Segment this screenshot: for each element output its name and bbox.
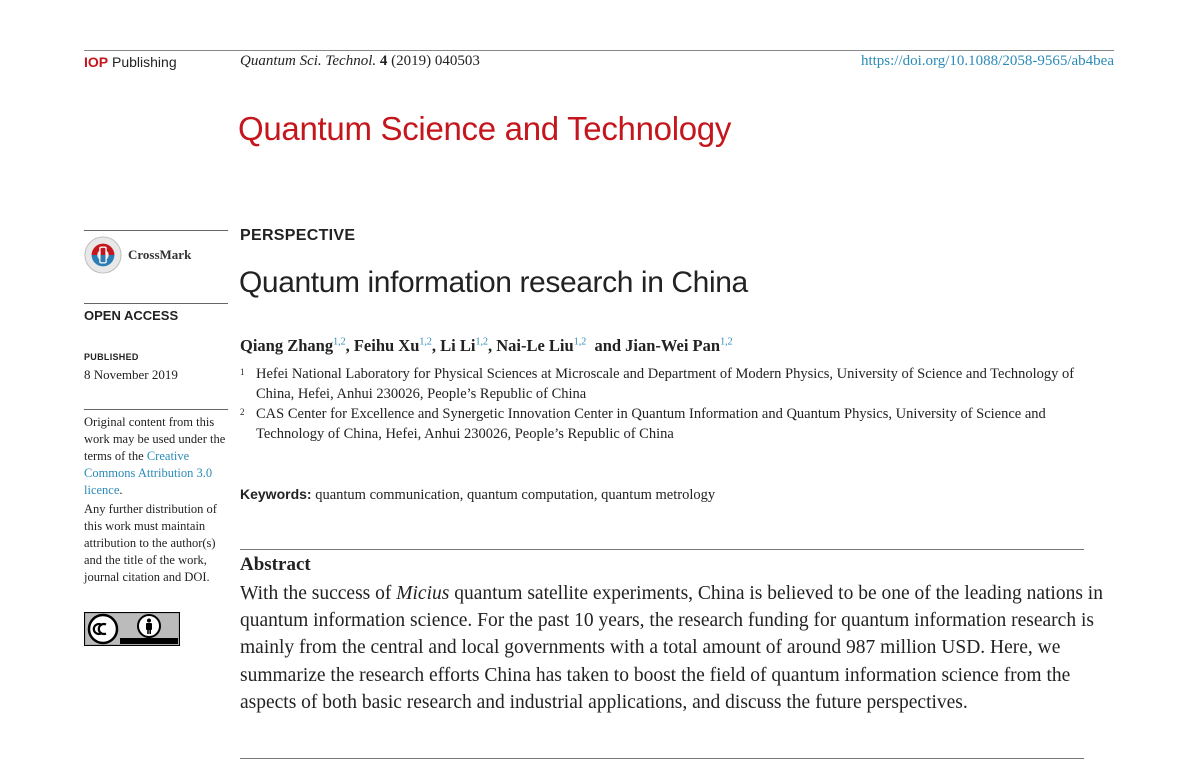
author-name[interactable]: Qiang Zhang: [240, 336, 334, 355]
affiliation-text: CAS Center for Excellence and Synergetic Innovation Center in Quantum Information and Quantum Physics, University of Science and Technology of China, Hefei, Anhui 230026, People’s Republic of China: [256, 406, 1046, 442]
journal-year-article: (2019) 040503: [391, 53, 480, 69]
published-label: PUBLISHED: [84, 352, 139, 362]
crossmark-icon: [84, 236, 122, 274]
affiliation-1: [240, 364, 1110, 404]
author-separator: and: [586, 336, 626, 355]
affiliation-text: Hefei National Laboratory for Physical Sciences at Microscale and Department of Modern Physics, University of Science and Technology of China, Hefei, Anhui 230026, People’s Republic of China: [256, 366, 1075, 402]
article-type: PERSPECTIVE: [240, 227, 356, 244]
publisher-logo[interactable]: [84, 54, 177, 70]
affiliation-2: [240, 404, 1110, 444]
journal-volume: 4: [379, 53, 388, 69]
author-affiliation-ref[interactable]: 1,2: [475, 336, 488, 348]
header-rule: [84, 50, 1114, 51]
license-text: Original content from this work may be used under the terms of the: [84, 415, 226, 463]
author-separator: ,: [487, 336, 497, 355]
abstract-text-rest: quantum satellite experiments, China is believed to be one of the leading nations in quantum information science. For the past 10 years, the research funding for quantum information research is mainly from the central and local governments with a total amount of around 987 million USD. Here, we summarize the research efforts China has taken to boost the field of quantum information science from the aspects of both basic research and industrial applications, and discuss the future perspectives.: [240, 583, 1103, 713]
affiliation-number: 1: [240, 367, 245, 377]
sidebar-divider: [84, 230, 228, 231]
abstract-italic-term: Micius: [396, 583, 450, 604]
author-name[interactable]: Li Li: [440, 336, 476, 355]
journal-abbrev: Quantum Sci. Technol.: [240, 53, 377, 69]
cc-by-icon[interactable]: [84, 612, 180, 646]
author-name[interactable]: Feihu Xu: [353, 336, 420, 355]
abstract-top-rule: [240, 549, 1084, 550]
sidebar-divider: [84, 409, 228, 410]
abstract-heading: Abstract: [240, 554, 311, 575]
license-link[interactable]: Creative Commons Attribution 3.0 licence: [84, 449, 213, 497]
publisher-mark: IOP: [84, 54, 109, 70]
crossmark-label: CrossMark: [128, 247, 192, 262]
affiliation-number: 2: [240, 407, 245, 417]
author-name[interactable]: Jian-Wei Pan: [625, 336, 721, 355]
author-affiliation-ref[interactable]: 1,2: [419, 336, 432, 348]
journal-reference: [240, 53, 480, 70]
author-separator: ,: [345, 336, 354, 355]
abstract-bottom-rule: [240, 758, 1084, 759]
keywords: [240, 486, 715, 504]
doi-link[interactable]: https://doi.org/10.1088/2058-9565/ab4bea: [860, 53, 1114, 69]
distribution-statement: Any further distribution of this work must maintain attribution to the author(s) and the title of the work, journal citation and DOI.: [84, 502, 217, 584]
open-access-label: OPEN ACCESS: [84, 308, 179, 323]
abstract-text-start: With the success of: [240, 583, 397, 604]
abstract-body: [240, 580, 1120, 716]
author-list: [240, 336, 733, 356]
article-title: Quantum information research in China: [239, 266, 748, 299]
author-affiliation-ref[interactable]: 1,2: [573, 336, 587, 348]
published-date: 8 November 2019: [84, 367, 178, 382]
keywords-list: quantum communication, quantum computation, quantum metrology: [315, 487, 716, 503]
keywords-label: Keywords:: [240, 486, 312, 502]
author-affiliation-ref[interactable]: 1,2: [720, 336, 733, 348]
license-end: .: [119, 483, 123, 497]
journal-title: Quantum Science and Technology: [238, 110, 732, 147]
author-separator: ,: [431, 336, 441, 355]
sidebar-divider: [84, 303, 228, 304]
author-affiliation-ref[interactable]: 1,2: [333, 336, 346, 348]
license-statement: [84, 414, 234, 499]
author-name[interactable]: Nai-Le Liu: [496, 336, 574, 355]
crossmark-badge[interactable]: [84, 236, 191, 274]
publisher-name: Publishing: [112, 54, 177, 70]
